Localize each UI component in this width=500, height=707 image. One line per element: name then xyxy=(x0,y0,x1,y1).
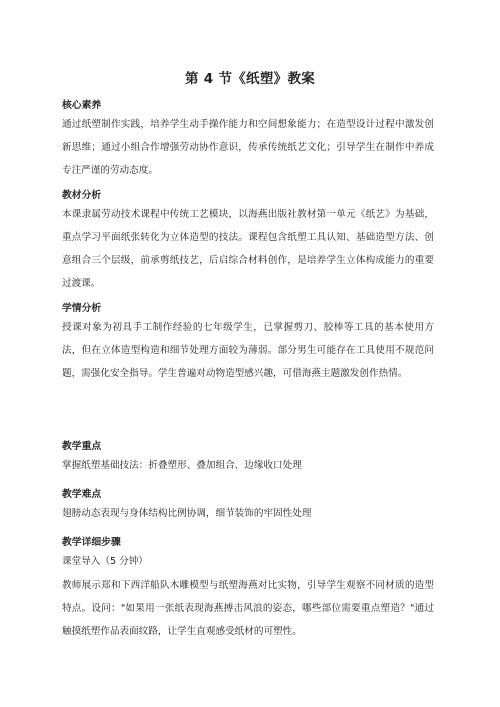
paragraph-class-intro: 教师展示郑和下西洋船队木雕模型与纸塑海燕对比实物，引导学生观察不同材质的造型特点。设问："如果用一张纸表现海燕搏击风浪的姿态，哪些部位需要重点塑造？"通过触摸纸塑作品表面纹路，让学生直观感受纸材的可塑性。 xyxy=(62,580,434,637)
heading-learner-analysis: 学情分析 xyxy=(62,303,102,314)
heading-key-points: 教学重点 xyxy=(62,441,102,452)
paragraph-difficult-points: 翅膀动态表现与身体结构比例协调，细节装饰的牢固性处理 xyxy=(62,508,312,519)
paragraph-core-literacy: 通过纸塑制作实践，培养学生动手操作能力和空间想象能力；在造型设计过程中激发创新思维；通过小组合作增强劳动协作意识，传承传统纸艺文化；引导学生在制作中养成专注严谨的劳动态度。 xyxy=(62,119,434,176)
page-title: 第 4 节《纸塑》教案 xyxy=(184,71,316,87)
heading-textbook-analysis: 教材分析 xyxy=(62,190,102,201)
subheading-class-intro: 课堂导入（5 分钟） xyxy=(62,556,148,567)
paragraph-key-points: 掌握纸塑基础技法：折叠塑形、叠加组合、边缘收口处理 xyxy=(62,460,302,471)
heading-difficult-points: 教学难点 xyxy=(62,489,102,500)
heading-core-literacy: 核心素养 xyxy=(62,100,102,111)
paragraph-textbook-analysis: 本课隶属劳动技术课程中传统工艺模块，以海燕出版社教材第一单元《纸艺》为基础，重点学习平面纸张转化为立体造型的技法。课程包含纸塑工具认知、基础造型方法、创意组合三个层级，前承剪纸技艺，后启综合材料创作，是培养学生立体构成能力的重要过渡课。 xyxy=(62,209,434,289)
heading-teaching-steps: 教学详细步骤 xyxy=(62,537,121,548)
paragraph-learner-analysis: 授课对象为初具手工制作经验的七年级学生，已掌握剪刀、胶棒等工具的基本使用方法，但在立体造型构造和细节处理方面较为薄弱。部分男生可能存在工具使用不规范问题，需强化安全指导。学生普遍对动物造型感兴趣，可借海燕主题激发创作热情。 xyxy=(62,322,434,379)
